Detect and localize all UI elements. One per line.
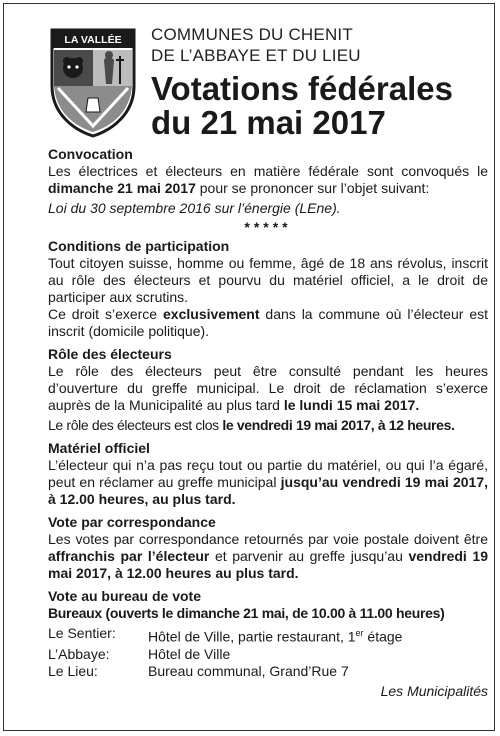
notice-frame bbox=[3, 3, 495, 731]
communes-line-2: DE L’ABBAYE ET DU LIEU bbox=[151, 46, 361, 65]
header bbox=[151, 24, 491, 140]
bureau-location-after: étage bbox=[363, 628, 403, 645]
correspondance-p1-a: Les votes par correspondance retournés par voie postale doivent être bbox=[48, 531, 488, 547]
convocation-text bbox=[48, 163, 488, 197]
conditions-p2 bbox=[48, 306, 488, 340]
role-deadline: le lundi 15 mai 2017. bbox=[283, 397, 420, 413]
bureau-subheading: Bureaux (ouverts le dimanche 21 mai, de 10.00 à 11.00 heures) bbox=[48, 605, 445, 621]
materiel-p1-a: L’électeur qui n’a pas reçu tout ou partie du matériel, ou qui l’a égaré, peut en réclamer au greffe municipal bbox=[48, 457, 488, 490]
bureau-location bbox=[148, 625, 402, 646]
role-p2-a: Le rôle des électeurs est clos bbox=[48, 417, 223, 433]
convocation-heading: Convocation bbox=[48, 146, 133, 162]
bureau-heading: Vote au bureau de vote bbox=[48, 588, 201, 604]
convocation-text-a: Les électrices et électeurs en matière fédérale sont convoqués le bbox=[48, 163, 488, 179]
correspondance-affranchis: affranchis par l’électeur bbox=[48, 548, 210, 564]
correspondance-deadline: vendredi 19 mai 2017, à 12.00 heures au plus tard. bbox=[48, 548, 488, 581]
materiel-heading: Matériel officiel bbox=[48, 440, 150, 456]
convocation-date: dimanche 21 mai 2017 bbox=[48, 180, 196, 196]
crest-banner: LA VALLÉE bbox=[64, 34, 122, 46]
role-p1-a: Le rôle des électeurs peut être consulté pendant les heures d’ouverture du greffe municipal. Le droit de réclamation s’exerce auprès de la Municipalité au plus tard bbox=[48, 363, 488, 413]
bureau-list bbox=[48, 625, 488, 680]
bureau-row bbox=[48, 663, 488, 680]
materiel-deadline: jusqu’au vendredi 19 mai 2017, à 12.00 heures, au plus tard. bbox=[48, 474, 488, 507]
correspondance-p1-c: et parvenir au greffe jusqu’au bbox=[209, 548, 409, 564]
communes-line-1: COMMUNES DU CHENIT bbox=[151, 25, 353, 44]
loi-object: Loi du 30 septembre 2016 sur l’énergie (LEne). bbox=[48, 200, 341, 216]
correspondance-p1 bbox=[48, 531, 488, 582]
role-p1 bbox=[48, 363, 488, 414]
bureau-place: Le Sentier: bbox=[48, 625, 116, 641]
role-heading: Rôle des électeurs bbox=[48, 346, 172, 362]
bureau-place: L’Abbaye: bbox=[48, 645, 110, 662]
conditions-p1: Tout citoyen suisse, homme ou femme, âgé de 18 ans révolus, inscrit au rôle des électeurs et pourvu du matériel officiel, a le droit de participer aux scrutins. bbox=[48, 255, 488, 305]
bureau-location-text: Hôtel de Ville, partie restaurant, 1 bbox=[148, 628, 356, 645]
conditions-p2-c: dans la commune où l’électeur est inscrit (domicile politique). bbox=[48, 306, 488, 339]
bureau-place: Le Lieu: bbox=[48, 662, 98, 679]
signature: Les Municipalités bbox=[380, 682, 488, 699]
bureau-location-sup: er bbox=[355, 628, 364, 638]
title-line-2: du 21 mai 2017 bbox=[151, 104, 386, 141]
convocation-text-c: pour se prononcer sur l’objet suivant: bbox=[195, 180, 430, 196]
notice-body bbox=[48, 140, 488, 700]
title-line-1: Votations fédérales bbox=[151, 70, 453, 107]
coat-of-arms-icon bbox=[48, 26, 138, 138]
conditions-heading: Conditions de participation bbox=[48, 238, 230, 254]
bureau-location: Bureau communal, Grand’Rue 7 bbox=[148, 662, 349, 679]
correspondance-heading: Vote par correspondance bbox=[48, 514, 216, 530]
separator-stars: ***** bbox=[244, 219, 292, 235]
role-p2 bbox=[48, 417, 488, 434]
materiel-p1 bbox=[48, 457, 488, 508]
bureau-row bbox=[48, 625, 488, 646]
bureau-row bbox=[48, 646, 488, 663]
conditions-exclusivement: exclusivement bbox=[163, 306, 260, 322]
role-closing: le vendredi 19 mai 2017, à 12 heures. bbox=[222, 417, 455, 433]
bureau-location: Hôtel de Ville bbox=[148, 645, 231, 662]
conditions-p2-a: Ce droit s’exerce bbox=[48, 306, 164, 322]
